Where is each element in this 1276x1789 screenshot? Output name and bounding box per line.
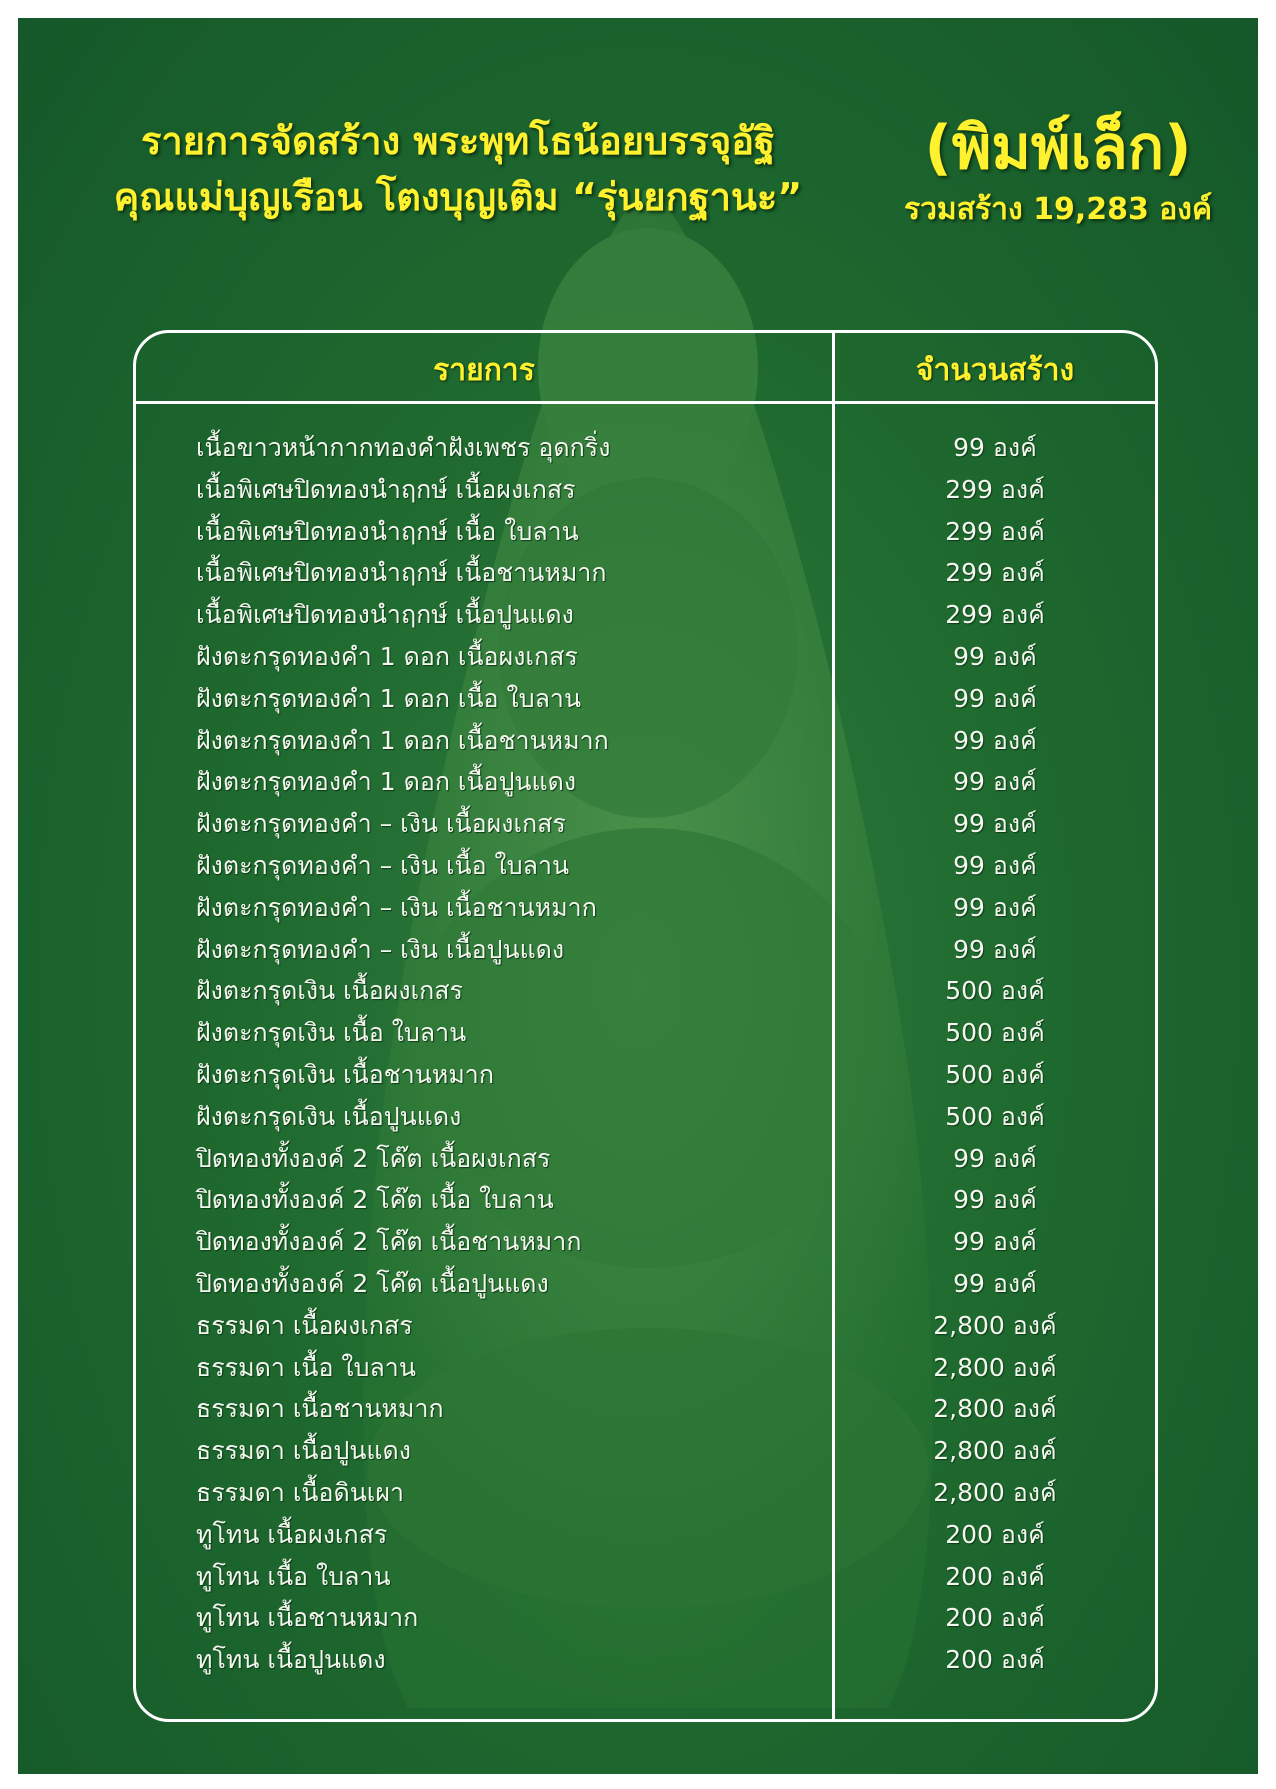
item-quantity: 299 องค์ — [945, 474, 1045, 504]
item-name: เนื้อพิเศษปิดทองนำฤกษ์ เนื้อผงเกสร — [196, 474, 576, 504]
item-quantity: 299 องค์ — [945, 558, 1045, 588]
item-quantity: 2,800 องค์ — [933, 1310, 1057, 1340]
item-name: เนื้อขาวหน้ากากทองคำฝังเพชร อุดกริ่ง — [196, 433, 611, 462]
item-name: ปิดทองทั้งองค์ 2 โค๊ต เนื้อชานหมาก — [196, 1227, 582, 1257]
table-row — [136, 845, 1155, 887]
item-name: ฝังตะกรุดทองคำ 1 ดอก เนื้อผงเกสร — [196, 641, 578, 671]
item-name: ปิดทองทั้งองค์ 2 โค๊ต เนื้อปูนแดง — [196, 1268, 549, 1298]
item-name: ฝังตะกรุดทองคำ 1 ดอก เนื้อปูนแดง — [196, 767, 577, 797]
edition-tag: (พิมพ์เล็ก) — [924, 113, 1192, 183]
item-name: ฝังตะกรุดเงิน เนื้อชานหมาก — [196, 1059, 494, 1089]
total-count: รวมสร้าง 19,283 องค์ — [903, 192, 1213, 227]
table-row — [136, 1430, 1155, 1472]
item-quantity: 299 องค์ — [945, 516, 1045, 546]
table-row — [136, 1472, 1155, 1514]
table-row — [136, 1012, 1155, 1054]
table-row — [136, 552, 1155, 594]
item-quantity: 2,800 องค์ — [933, 1477, 1057, 1507]
item-quantity: 99 องค์ — [953, 433, 1037, 462]
table-row — [136, 1347, 1155, 1389]
item-name: ฝังตะกรุดเงิน เนื้อปูนแดง — [196, 1101, 462, 1131]
item-quantity: 200 องค์ — [945, 1519, 1045, 1549]
table-row — [136, 970, 1155, 1012]
item-quantity: 99 องค์ — [953, 641, 1037, 671]
item-quantity: 99 องค์ — [953, 1143, 1037, 1173]
title-line-2: คุณแม่บุญเรือน โตงบุญเติม “รุ่นยกฐานะ” — [113, 175, 803, 219]
poster — [18, 18, 1258, 1774]
table-row — [136, 1179, 1155, 1221]
table-rows — [136, 427, 1155, 1681]
table-row — [136, 1054, 1155, 1096]
item-name: เนื้อพิเศษปิดทองนำฤกษ์ เนื้อชานหมาก — [196, 558, 607, 588]
table-row — [136, 469, 1155, 511]
item-quantity: 99 องค์ — [953, 767, 1037, 797]
table-row — [136, 636, 1155, 678]
table-row — [136, 720, 1155, 762]
item-quantity: 299 องค์ — [945, 600, 1045, 630]
item-name: ธรรมดา เนื้อดินเผา — [196, 1477, 405, 1507]
item-name: ฝังตะกรุดทองคำ – เงิน เนื้อชานหมาก — [196, 892, 597, 922]
item-quantity: 99 องค์ — [953, 683, 1037, 713]
item-quantity: 99 องค์ — [953, 1185, 1037, 1215]
item-name: ฝังตะกรุดเงิน เนื้อผงเกสร — [196, 976, 463, 1006]
table-row — [136, 887, 1155, 929]
edition-block — [878, 108, 1238, 232]
item-name: ฝังตะกรุดทองคำ 1 ดอก เนื้อชานหมาก — [196, 725, 609, 755]
item-name: ธรรมดา เนื้อ ใบลาน — [196, 1352, 416, 1382]
item-quantity: 99 องค์ — [953, 934, 1037, 964]
item-name: ฝังตะกรุดทองคำ – เงิน เนื้อปูนแดง — [196, 934, 565, 964]
item-quantity: 200 องค์ — [945, 1645, 1045, 1675]
table-row — [136, 511, 1155, 553]
item-quantity: 500 องค์ — [945, 976, 1045, 1006]
item-quantity: 99 องค์ — [953, 850, 1037, 880]
item-name: ธรรมดา เนื้อชานหมาก — [196, 1394, 444, 1424]
item-name: ธรรมดา เนื้อผงเกสร — [196, 1310, 413, 1340]
header-item: รายการ — [433, 353, 535, 388]
table-row — [136, 427, 1155, 469]
table-row — [136, 594, 1155, 636]
title-block — [48, 113, 868, 225]
table-row — [136, 678, 1155, 720]
header-rule — [136, 401, 1155, 404]
item-table — [133, 330, 1158, 1722]
table-row — [136, 803, 1155, 845]
item-quantity: 99 องค์ — [953, 809, 1037, 839]
table-row — [136, 1514, 1155, 1556]
table-row — [136, 1388, 1155, 1430]
item-name: ทูโทน เนื้อผงเกสร — [196, 1519, 388, 1549]
item-quantity: 200 องค์ — [945, 1603, 1045, 1633]
item-name: ทูโทน เนื้อชานหมาก — [196, 1603, 419, 1633]
table-row — [136, 1096, 1155, 1138]
item-name: ฝังตะกรุดเงิน เนื้อ ใบลาน — [196, 1018, 467, 1048]
item-quantity: 2,800 องค์ — [933, 1352, 1057, 1382]
item-name: ฝังตะกรุดทองคำ – เงิน เนื้อ ใบลาน — [196, 850, 570, 880]
table-row — [136, 929, 1155, 971]
table-row — [136, 1556, 1155, 1598]
table-row — [136, 1305, 1155, 1347]
item-name: ทูโทน เนื้อปูนแดง — [196, 1645, 386, 1675]
item-name: ธรรมดา เนื้อปูนแดง — [196, 1436, 411, 1466]
header-quantity: จำนวนสร้าง — [915, 353, 1075, 388]
table-row — [136, 761, 1155, 803]
item-name: ทูโทน เนื้อ ใบลาน — [196, 1561, 391, 1591]
item-quantity: 500 องค์ — [945, 1059, 1045, 1089]
item-quantity: 99 องค์ — [953, 725, 1037, 755]
item-quantity: 99 องค์ — [953, 1227, 1037, 1257]
item-name: เนื้อพิเศษปิดทองนำฤกษ์ เนื้อ ใบลาน — [196, 516, 579, 546]
item-quantity: 500 องค์ — [945, 1018, 1045, 1048]
table-row — [136, 1263, 1155, 1305]
item-name: ปิดทองทั้งองค์ 2 โค๊ต เนื้อผงเกสร — [196, 1143, 551, 1173]
item-quantity: 99 องค์ — [953, 1268, 1037, 1298]
item-quantity: 500 องค์ — [945, 1101, 1045, 1131]
item-name: ปิดทองทั้งองค์ 2 โค๊ต เนื้อ ใบลาน — [196, 1185, 554, 1215]
table-row — [136, 1597, 1155, 1639]
table-row — [136, 1221, 1155, 1263]
item-quantity: 200 องค์ — [945, 1561, 1045, 1591]
item-quantity: 2,800 องค์ — [933, 1436, 1057, 1466]
title-line-1: รายการจัดสร้าง พระพุทโธน้อยบรรจุอัฐิ — [140, 119, 776, 163]
item-name: ฝังตะกรุดทองคำ 1 ดอก เนื้อ ใบลาน — [196, 683, 582, 713]
table-row — [136, 1138, 1155, 1180]
table-row — [136, 1639, 1155, 1681]
item-name: ฝังตะกรุดทองคำ – เงิน เนื้อผงเกสร — [196, 809, 566, 839]
item-quantity: 2,800 องค์ — [933, 1394, 1057, 1424]
item-name: เนื้อพิเศษปิดทองนำฤกษ์ เนื้อปูนแดง — [196, 600, 574, 630]
item-quantity: 99 องค์ — [953, 892, 1037, 922]
